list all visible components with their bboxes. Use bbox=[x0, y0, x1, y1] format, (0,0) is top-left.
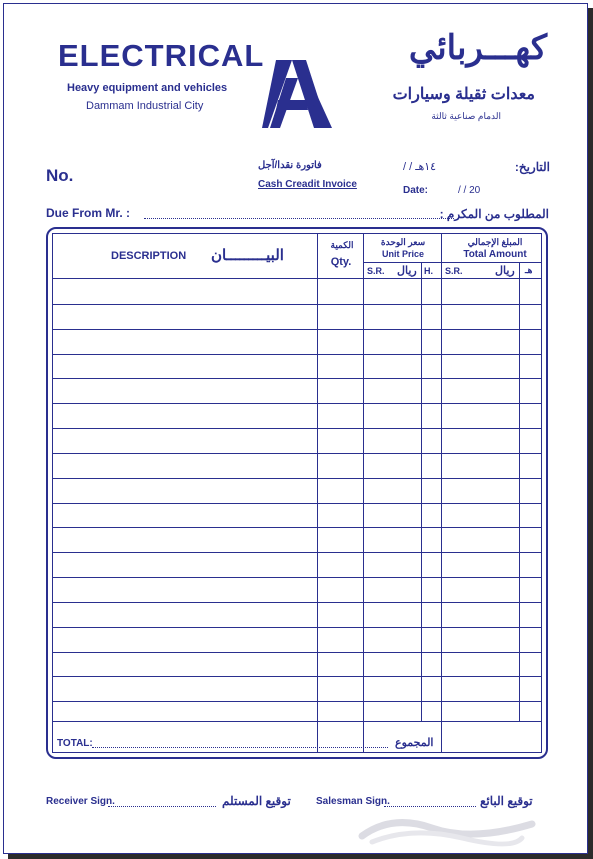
item-row-line bbox=[53, 428, 541, 429]
page-shadow-right bbox=[588, 8, 593, 859]
total-words-field[interactable] bbox=[92, 747, 388, 748]
item-row-line bbox=[53, 354, 541, 355]
column-divider bbox=[363, 234, 364, 752]
item-row-line bbox=[53, 403, 541, 404]
item-row-line bbox=[53, 577, 541, 578]
item-row-line bbox=[53, 304, 541, 305]
page-shadow-bottom bbox=[8, 854, 593, 859]
brand-subtitle-ar: معدات ثقيلة وسيارات bbox=[392, 86, 535, 103]
header-bottom-line bbox=[53, 278, 541, 279]
item-row-line bbox=[53, 652, 541, 653]
qty-header-en: Qty. bbox=[330, 256, 352, 268]
item-row-line bbox=[53, 329, 541, 330]
total-label-ar: المجموع bbox=[395, 737, 434, 749]
total-riyal-label: ريال bbox=[495, 265, 515, 277]
date-ar-value: / / ١٤هـ bbox=[403, 161, 437, 173]
description-header-ar: البيـــــــــان bbox=[211, 247, 284, 264]
receiver-sign-label-ar: توقيع المستلم bbox=[222, 794, 291, 808]
qty-header-ar: الكمية bbox=[330, 240, 354, 250]
item-row-line bbox=[53, 527, 541, 528]
salesman-sign-label-ar: توقيع البائع bbox=[480, 794, 533, 808]
column-subdivider bbox=[421, 262, 422, 722]
brand-title-en: ELECTRICAL bbox=[58, 38, 265, 73]
total-label-en: TOTAL: bbox=[57, 738, 93, 749]
unit-sr-label: S.R. bbox=[367, 266, 385, 276]
total-amount-header-ar: المبلغ الإجمالي bbox=[467, 237, 523, 247]
total-sr-label: S.R. bbox=[445, 266, 463, 276]
salesman-sign-label-en: Salesman Sign. bbox=[316, 796, 390, 807]
brand-city-ar: الدمام صناعية ثالثة bbox=[431, 111, 501, 121]
unit-riyal-label: ريال bbox=[397, 265, 417, 277]
unit-halala-label: H. bbox=[424, 266, 433, 276]
unit-price-header-ar: سعر الوحدة bbox=[380, 237, 426, 247]
item-row-line bbox=[53, 701, 541, 702]
invoice-type-ar: فاتورة نقدا/آجل bbox=[258, 160, 322, 171]
item-row-line bbox=[53, 503, 541, 504]
logo-icon bbox=[262, 56, 334, 130]
item-row-line bbox=[53, 478, 541, 479]
item-row-line bbox=[53, 453, 541, 454]
items-table bbox=[46, 227, 548, 759]
item-row-line bbox=[53, 378, 541, 379]
item-row-line bbox=[53, 676, 541, 677]
items-table-inner bbox=[52, 233, 542, 753]
column-divider bbox=[441, 234, 442, 752]
brand-subtitle-en: Heavy equipment and vehicles bbox=[67, 82, 228, 94]
date-ar-label: التاريخ: bbox=[514, 160, 550, 174]
item-row-line bbox=[53, 627, 541, 628]
total-amount-header-en: Total Amount bbox=[463, 249, 527, 260]
brand-title-ar: كهـــربائي bbox=[408, 29, 547, 67]
date-en-label: Date: bbox=[403, 185, 429, 196]
unit-price-header-en: Unit Price bbox=[381, 249, 424, 259]
item-row-line bbox=[53, 602, 541, 603]
watermark-logo-icon bbox=[352, 808, 542, 848]
salesman-sign-field[interactable] bbox=[384, 806, 476, 807]
column-subdivider bbox=[519, 262, 520, 722]
total-row-top-line bbox=[53, 721, 541, 722]
header-subline bbox=[363, 262, 541, 263]
due-from-label-ar: المطلوب من المكرم : bbox=[439, 207, 549, 221]
brand-city-en: Dammam Industrial City bbox=[86, 100, 204, 112]
total-halala-label: هـ bbox=[525, 265, 533, 275]
receiver-sign-field[interactable] bbox=[108, 806, 216, 807]
item-row-line bbox=[53, 552, 541, 553]
description-header-en: DESCRIPTION bbox=[111, 250, 187, 262]
due-from-label-en: Due From Mr. : bbox=[46, 206, 131, 220]
receiver-sign-label-en: Receiver Sign. bbox=[46, 796, 115, 807]
date-en-value: / / 20 bbox=[458, 185, 481, 196]
column-divider bbox=[317, 234, 318, 752]
due-from-field[interactable] bbox=[144, 218, 454, 219]
invoice-type-en: Cash Creadit Invoice bbox=[258, 179, 357, 190]
invoice-number-label: No. bbox=[46, 166, 74, 185]
